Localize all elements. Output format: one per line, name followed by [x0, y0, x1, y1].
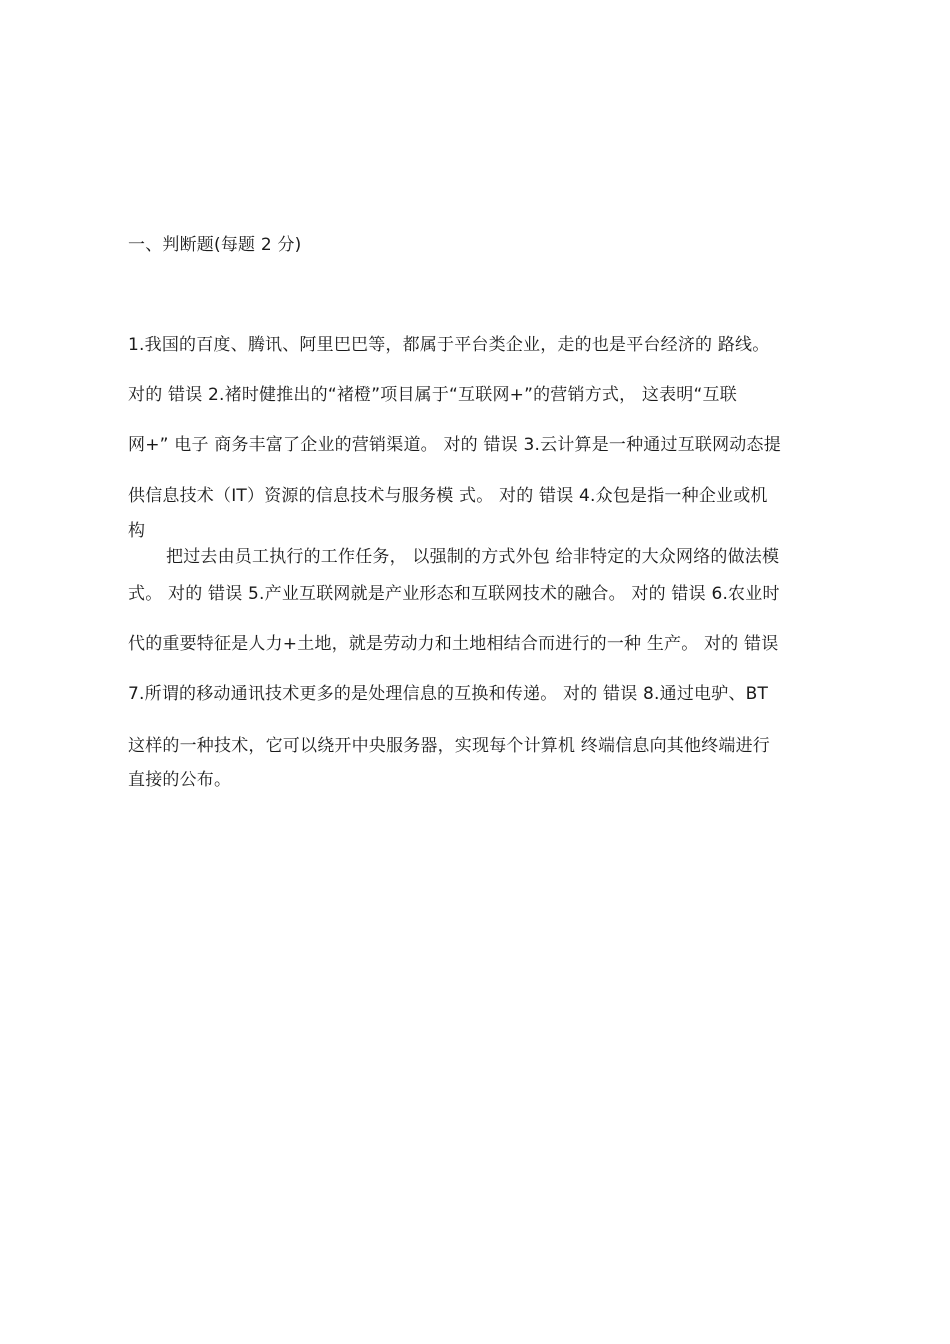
- text-line-9: 7.所谓的移动通讯技术更多的是处理信息的互换和传递。 对的 错误 8.通过电驴、BT: [128, 684, 769, 704]
- text-line-3: 网+” 电子 商务丰富了企业的营销渠道。 对的 错误 3.云计算是一种通过互联网动态提: [128, 435, 781, 455]
- text-line-11: 直接的公布。: [128, 770, 232, 790]
- text-line-10: 这样的一种技术，它可以绕开中央服务器，实现每个计算机 终端信息向其他终端进行: [128, 736, 771, 756]
- text-line-2: 对的 错误 2.褚时健推出的“褚橙”项目属于“互联网+”的营销方式， 这表明“互联: [128, 385, 737, 405]
- text-line-1: 1.我国的百度、腾讯、阿里巴巴等，都属于平台类企业，走的也是平台经济的 路线。: [128, 335, 770, 355]
- text-line-5: 构: [128, 521, 146, 541]
- text-line-8: 代的重要特征是人力+土地，就是劳动力和土地相结合而进行的一种 生产。 对的 错误: [128, 634, 779, 654]
- text-line-4: 供信息技术（IT）资源的信息技术与服务模 式。 对的 错误 4.众包是指一种企业或机: [128, 486, 768, 506]
- text-line-6: 把过去由员工执行的工作任务， 以强制的方式外包 给非特定的大众网络的做法模: [166, 547, 780, 567]
- text-line-7: 式。 对的 错误 5.产业互联网就是产业形态和互联网技术的融合。 对的 错误 6.农业时: [128, 584, 780, 604]
- section-title: 一、判断题(每题 2 分): [128, 235, 302, 255]
